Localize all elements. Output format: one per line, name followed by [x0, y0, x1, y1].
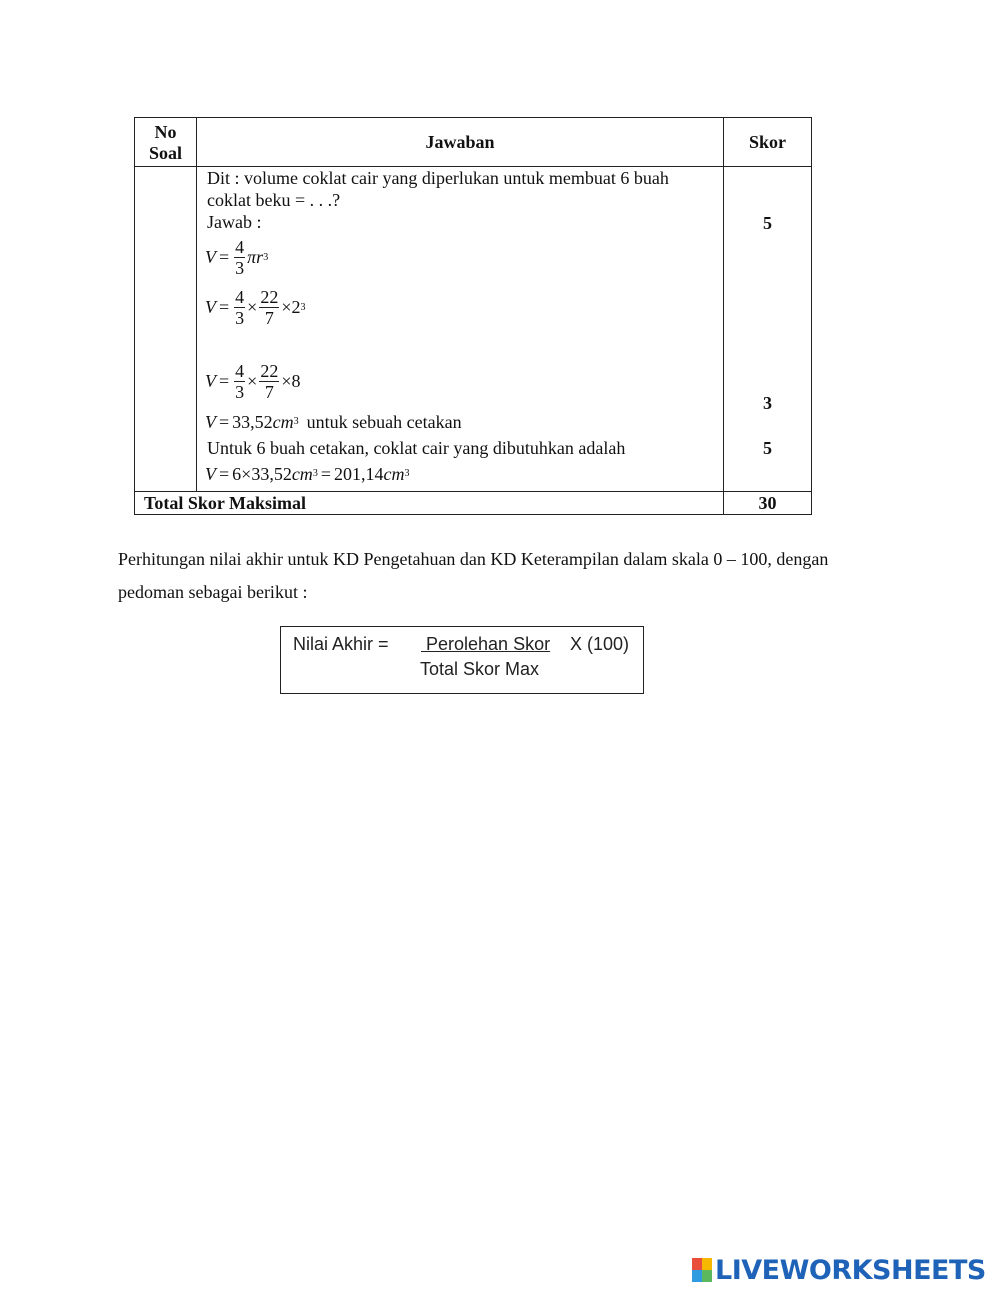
eq2-base: 2 — [291, 297, 301, 317]
equation-simplified — [205, 361, 300, 402]
eq3-f1-num: 4 — [235, 361, 245, 381]
logo-block-red — [692, 1258, 702, 1270]
table-header-row — [135, 118, 812, 167]
header-skor: Skor — [724, 118, 812, 167]
logo-block-yellow — [702, 1258, 712, 1270]
skor-value: 5 — [763, 438, 772, 458]
total-value: 30 — [724, 492, 812, 515]
answer-line-ditanya-cont: coklat beku = . . .? — [207, 190, 341, 210]
eq2-f1-num: 4 — [235, 287, 245, 307]
eq5-unit2: cm — [383, 464, 405, 484]
score-table — [134, 117, 812, 515]
eq2-fraction-1 — [234, 287, 245, 328]
eq3-times-1: × — [247, 371, 258, 391]
eq4-op: = — [219, 412, 230, 432]
eq2-times-2: × — [281, 297, 292, 317]
eq3-times-2: × — [281, 371, 292, 391]
eq1-num: 4 — [235, 237, 245, 257]
eq1-fraction — [234, 237, 245, 278]
eq5-lhs: V — [205, 464, 216, 484]
eq1-pi-r: πr — [247, 247, 264, 267]
answer-line-six-molds: Untuk 6 buah cetakan, coklat cair yang dibutuhkan adalah — [207, 438, 626, 458]
eq1-den: 3 — [235, 258, 245, 278]
eq3-fraction-2 — [259, 361, 279, 402]
equation-total-result: V = 6 × 33,52 cm 3 = 201,14 cm 3 — [205, 464, 410, 484]
eq5-unit: cm — [291, 464, 313, 484]
eq2-times-1: × — [247, 297, 258, 317]
logo-block-green — [702, 1270, 712, 1282]
equation-substitution: V = $\frac{4}{3}$ × $\frac{22}{7}$ × 2 3 — [205, 287, 306, 328]
table-row — [135, 167, 812, 492]
eq3-fraction-1 — [234, 361, 245, 402]
eq2-f2-den: 7 — [264, 308, 274, 328]
equation-volume-formula: V = $\frac{4}{3}$ πr 3 — [205, 237, 269, 278]
eq2-f2-num: 22 — [260, 287, 279, 307]
eq3-f2-num: 22 — [260, 361, 279, 381]
eq5-times: × — [241, 464, 252, 484]
liveworksheets-logo — [692, 1256, 986, 1284]
skor-cell — [724, 167, 812, 492]
total-label: Total Skor Maksimal — [135, 492, 724, 515]
eq1-op: = — [219, 247, 230, 267]
eq2-f1-den: 3 — [235, 308, 245, 328]
eq2-fraction-2 — [259, 287, 279, 328]
liveworksheets-logo-icon — [692, 1258, 712, 1282]
equation-single-result: V = 33,52 cm 3 untuk sebuah cetakan — [205, 412, 462, 432]
formula-denominator: Total Skor Max — [420, 659, 540, 679]
header-no-soal — [135, 118, 197, 167]
formula-label: Nilai Akhir = — [293, 634, 389, 654]
formula-multiplier: X (100) — [570, 634, 630, 654]
skor-value: 3 — [763, 393, 772, 413]
answer-line-ditanya: Dit : volume coklat cair yang diperlukan untuk membuat 6 buah — [207, 168, 669, 188]
total-row — [135, 492, 812, 515]
eq5-a: 6 — [232, 464, 242, 484]
eq4-text: untuk sebuah cetakan — [306, 412, 462, 432]
paragraph-line-2: pedoman sebagai berikut : — [118, 582, 308, 602]
eq1-lhs: V — [205, 247, 216, 267]
logo-block-blue — [692, 1270, 702, 1282]
eq2-op: = — [219, 297, 230, 317]
eq5-b: 33,52 — [251, 464, 292, 484]
eq3-op: = — [219, 371, 230, 391]
formula-numerator: Perolehan Skor — [421, 634, 551, 654]
eq2-lhs: V — [205, 297, 216, 317]
eq5-op: = — [219, 464, 230, 484]
header-jawaban: Jawaban — [197, 118, 724, 167]
eq5-op2: = — [320, 464, 331, 484]
paragraph-line-1: Perhitungan nilai akhir untuk KD Pengetahuan dan KD Keterampilan dalam skala 0 – 100, dengan — [118, 549, 829, 569]
eq4-unit: cm — [272, 412, 294, 432]
liveworksheets-logo-text: LIVEWORKSHEETS — [715, 1254, 986, 1286]
eq4-lhs: V — [205, 412, 216, 432]
final-score-formula-box — [280, 626, 644, 694]
eq3-f2-den: 7 — [264, 382, 274, 402]
eq4-val: 33,52 — [232, 412, 273, 432]
header-soal-label: Soal — [148, 143, 182, 163]
eq5-result: 201,14 — [333, 464, 384, 484]
skor-value: 5 — [763, 213, 772, 233]
header-no-label: No — [154, 122, 177, 142]
answer-line-jawab: Jawab : — [207, 212, 262, 232]
no-soal-cell — [135, 167, 197, 492]
answer-cell — [197, 167, 724, 492]
eq3-lhs: V — [205, 371, 216, 391]
eq3-f1-den: 3 — [235, 382, 245, 402]
eq3-val: 8 — [291, 371, 301, 391]
